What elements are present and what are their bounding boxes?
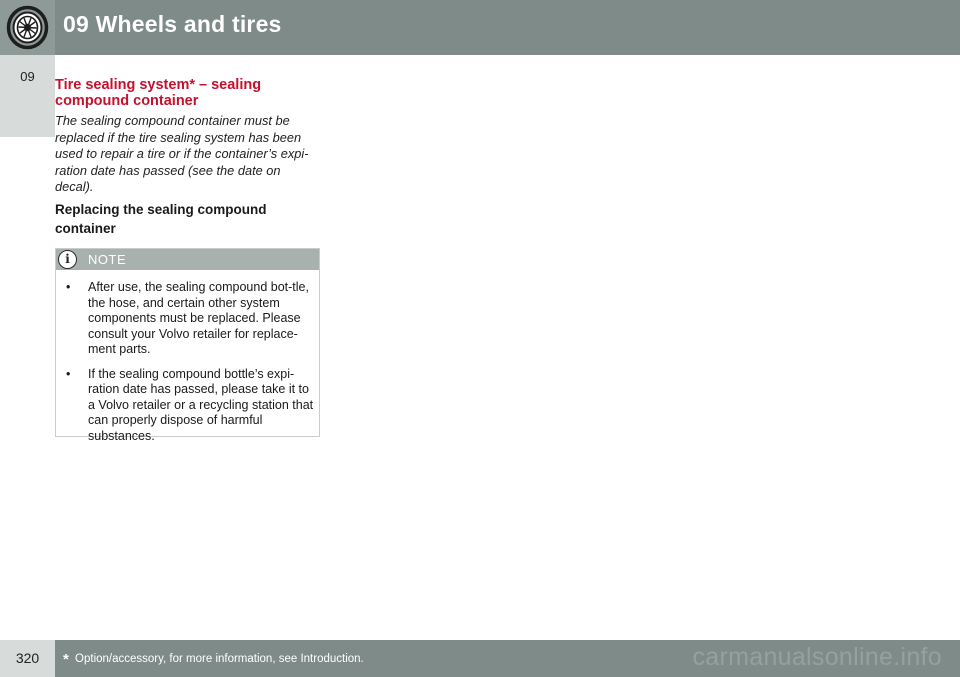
- footnote: [63, 651, 364, 668]
- bullet-icon: •: [66, 366, 71, 381]
- footnote-star: *: [63, 651, 69, 668]
- note-header: [56, 249, 319, 270]
- list-item: [56, 367, 319, 445]
- note-title: NOTE: [88, 252, 127, 267]
- page-number-box: [0, 640, 55, 677]
- note-item-text: If the sealing compound bottle’s expi-ration date has passed, please take it to a Volvo retailer or a recycling station that can properly dispose of harmful substances.: [88, 366, 314, 443]
- tire-icon: [6, 5, 49, 50]
- info-icon: i: [58, 250, 77, 269]
- chapter-title: 09 Wheels and tires: [63, 11, 282, 37]
- watermark: carmanualsonline.info: [692, 643, 942, 671]
- chapter-tab-label: 09: [20, 69, 35, 84]
- tire-icon-box: [0, 0, 55, 55]
- chapter-header: [0, 0, 960, 55]
- intro-paragraph: The sealing compound container must be replaced if the tire sealing system has been used to repair a tire or if the container’s expi-ration date has passed (see the date on decal).: [55, 113, 309, 194]
- subheading: Replacing the sealing compound container: [55, 202, 267, 236]
- chapter-side-tab: [0, 55, 55, 137]
- page-number: 320: [15, 650, 40, 666]
- note-item-text: After use, the sealing compound bot-tle, the hose, and certain other system components must be replaced. Please consult your Volvo retailer for replace-ment parts.: [88, 280, 309, 356]
- list-item: [56, 280, 319, 358]
- note-list: [56, 280, 319, 453]
- bullet-icon: •: [66, 280, 71, 294]
- section-title: Tire sealing system* – sealing compound container: [55, 77, 262, 109]
- page-footer: [0, 640, 960, 677]
- footnote-text: Option/accessory, for more information, see Introduction.: [75, 653, 364, 665]
- note-box: [55, 248, 320, 443]
